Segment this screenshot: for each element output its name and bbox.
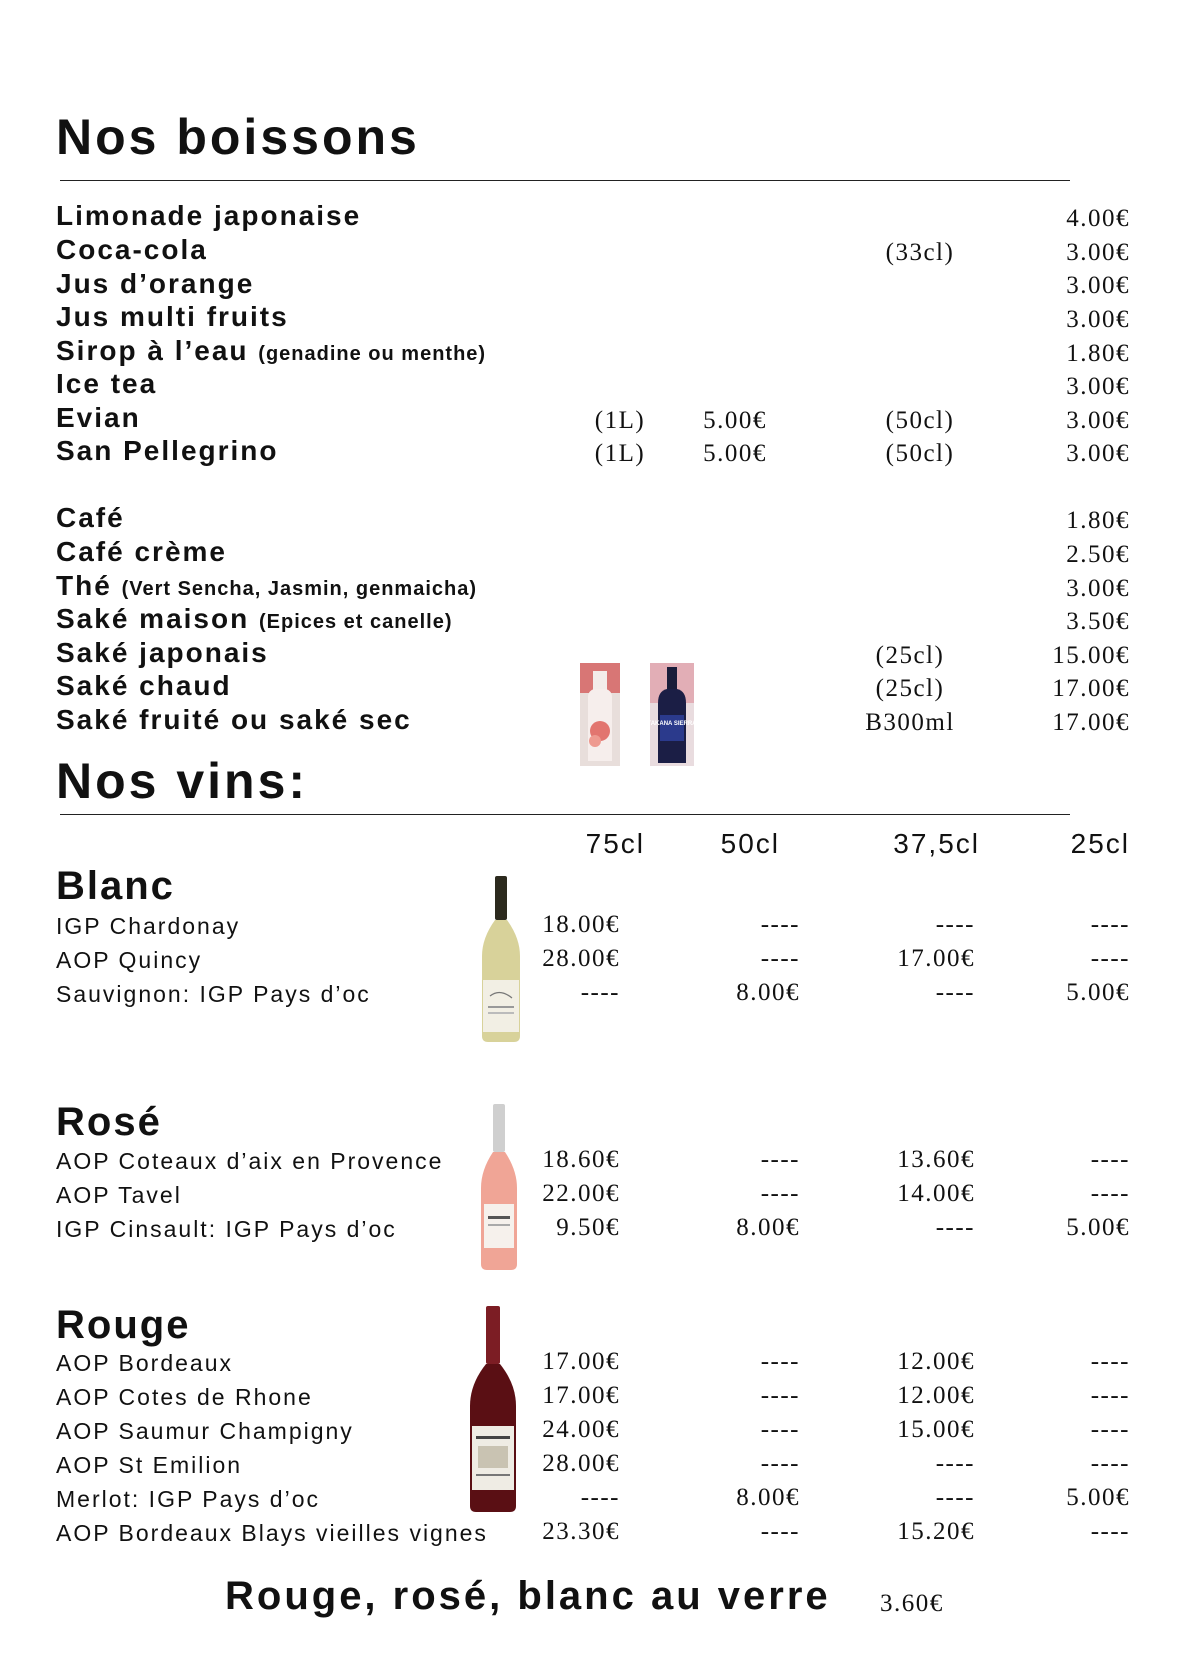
wine-price-37cl: 13.60€ [897,1146,975,1173]
drink-price: 15.00€ [1052,642,1130,669]
drink-name: Saké chaud [56,670,232,701]
wine-price-25cl: 5.00€ [1066,1484,1130,1511]
wine-price-37cl: 12.00€ [897,1348,975,1375]
wine-price-75cl: 18.00€ [542,911,620,938]
wine-price-50cl: ---- [760,1382,800,1409]
column-header-75cl: 75cl [585,828,645,859]
drink-size: (25cl) [875,675,945,702]
wine-price-37cl: ---- [935,1484,975,1511]
wine-price-25cl: ---- [1090,945,1130,972]
drink-size: (50cl) [885,407,955,434]
wine-price-50cl: ---- [760,1450,800,1477]
wine-name: Merlot: IGP Pays d’oc [56,1486,320,1512]
drink-price: 1.80€ [1066,340,1130,367]
wine-price-75cl: 24.00€ [542,1416,620,1443]
wine-price-37cl: ---- [935,1214,975,1241]
drink-price: 2.50€ [1066,541,1130,568]
drinks-title: Nos boissons [56,109,420,165]
wine-price-25cl: ---- [1090,1416,1130,1443]
drink-name: Café crème [56,536,227,567]
wine-price-37cl: ---- [935,1450,975,1477]
drink-price: 5.00€ [703,407,767,434]
drink-name: Limonade japonaise [56,200,362,231]
wine-name: AOP Saumur Champigny [56,1418,354,1444]
drink-name: Saké fruité ou saké sec [56,704,412,735]
wine-price-50cl: 8.00€ [736,979,800,1006]
wine-price-25cl: ---- [1090,1382,1130,1409]
column-header-50cl: 50cl [720,828,780,859]
drink-price: 3.00€ [1066,239,1130,266]
drink-name: Saké maison (Epices et canelle) [56,603,453,634]
wine-name: IGP Chardonay [56,913,241,939]
drink-size: (1L) [594,440,646,467]
wine-name: AOP Cotes de Rhone [56,1384,313,1410]
wine-price-25cl: 5.00€ [1066,1214,1130,1241]
wines-title: Nos vins: [56,753,309,809]
wine-price-37cl: 15.00€ [897,1416,975,1443]
drink-name: Jus multi fruits [56,301,289,332]
wine-price-75cl: 28.00€ [542,945,620,972]
sake-bottle-pink-image [580,663,620,766]
wine-price-75cl: 18.60€ [542,1146,620,1173]
wine-price-50cl: ---- [760,945,800,972]
drink-name: Thé (Vert Sencha, Jasmin, genmaicha) [56,570,478,601]
wine-price-75cl: 23.30€ [542,1518,620,1545]
wines-divider [60,814,1070,815]
wine-name: AOP Coteaux d’aix en Provence [56,1148,444,1174]
drink-name: Coca-cola [56,234,208,265]
wine-price-75cl: ---- [580,1484,620,1511]
wine-price-37cl: 17.00€ [897,945,975,972]
wine-name: AOP Bordeaux [56,1350,234,1376]
drink-size: (33cl) [885,239,955,266]
drink-size: (1L) [594,407,646,434]
drink-price: 3.50€ [1066,608,1130,635]
wine-price-75cl: 28.00€ [542,1450,620,1477]
drink-price: 3.00€ [1066,440,1130,467]
glass-wine-price: 3.60€ [880,1590,944,1617]
wine-price-75cl: 17.00€ [542,1348,620,1375]
wine-name: IGP Cinsault: IGP Pays d’oc [56,1216,397,1242]
drink-name: Sirop à l’eau (genadine ou menthe) [56,335,487,366]
wine-price-50cl: ---- [760,1146,800,1173]
drink-name: Jus d’orange [56,268,255,299]
drink-price: 3.00€ [1066,373,1130,400]
drinks-divider [60,180,1070,181]
drink-price: 17.00€ [1052,675,1130,702]
drink-price: 3.00€ [1066,575,1130,602]
rose-wine-bottle-image [478,1104,520,1270]
wine-name: Sauvignon: IGP Pays d’oc [56,981,371,1007]
sake-label-text: TAKANA SIERRA [647,721,697,727]
drink-size: (50cl) [885,440,955,467]
wine-price-25cl: ---- [1090,1146,1130,1173]
wine-price-25cl: 5.00€ [1066,979,1130,1006]
wine-price-50cl: 8.00€ [736,1484,800,1511]
wine-price-75cl: 9.50€ [556,1214,620,1241]
wine-price-50cl: ---- [760,1518,800,1545]
drink-price: 1.80€ [1066,507,1130,534]
wine-price-37cl: 12.00€ [897,1382,975,1409]
drink-price: 3.00€ [1066,407,1130,434]
drink-name: Saké japonais [56,637,269,668]
wine-price-50cl: ---- [760,911,800,938]
red-wine-bottle-image [466,1306,520,1512]
drink-size: B300ml [865,709,955,736]
drink-name: San Pellegrino [56,435,279,466]
wine-price-75cl: ---- [580,979,620,1006]
category-rouge: Rouge [56,1303,191,1347]
drink-size: (25cl) [875,642,945,669]
wine-name: AOP Tavel [56,1182,182,1208]
column-header-37cl: 37,5cl [893,828,980,859]
drink-price: 3.00€ [1066,272,1130,299]
drink-name: Café [56,502,125,533]
wine-name: AOP Quincy [56,947,203,973]
column-header-25cl: 25cl [1070,828,1130,859]
wine-price-50cl: ---- [760,1180,800,1207]
wine-price-25cl: ---- [1090,911,1130,938]
white-wine-bottle-image [478,876,524,1042]
drink-price: 3.00€ [1066,306,1130,333]
wine-price-50cl: 8.00€ [736,1214,800,1241]
wine-name: AOP St Emilion [56,1452,243,1478]
wine-price-25cl: ---- [1090,1450,1130,1477]
wine-price-25cl: ---- [1090,1348,1130,1375]
wine-price-37cl: 15.20€ [897,1518,975,1545]
drink-price: 5.00€ [703,440,767,467]
wine-price-25cl: ---- [1090,1518,1130,1545]
category-rose: Rosé [56,1100,162,1144]
drink-name: Ice tea [56,368,158,399]
glass-wine-label: Rouge, rosé, blanc au verre [225,1574,831,1618]
wine-price-75cl: 17.00€ [542,1382,620,1409]
drink-price: 17.00€ [1052,709,1130,736]
category-blanc: Blanc [56,864,175,908]
sake-bottle-navy-image [647,663,697,766]
wine-price-50cl: ---- [760,1348,800,1375]
drink-name: Evian [56,402,141,433]
drink-price: 4.00€ [1066,205,1130,232]
wine-price-75cl: 22.00€ [542,1180,620,1207]
wine-price-25cl: ---- [1090,1180,1130,1207]
wine-price-37cl: 14.00€ [897,1180,975,1207]
wine-price-37cl: ---- [935,911,975,938]
wine-price-50cl: ---- [760,1416,800,1443]
wine-price-37cl: ---- [935,979,975,1006]
wine-name: AOP Bordeaux Blays vieilles vignes [56,1520,488,1546]
